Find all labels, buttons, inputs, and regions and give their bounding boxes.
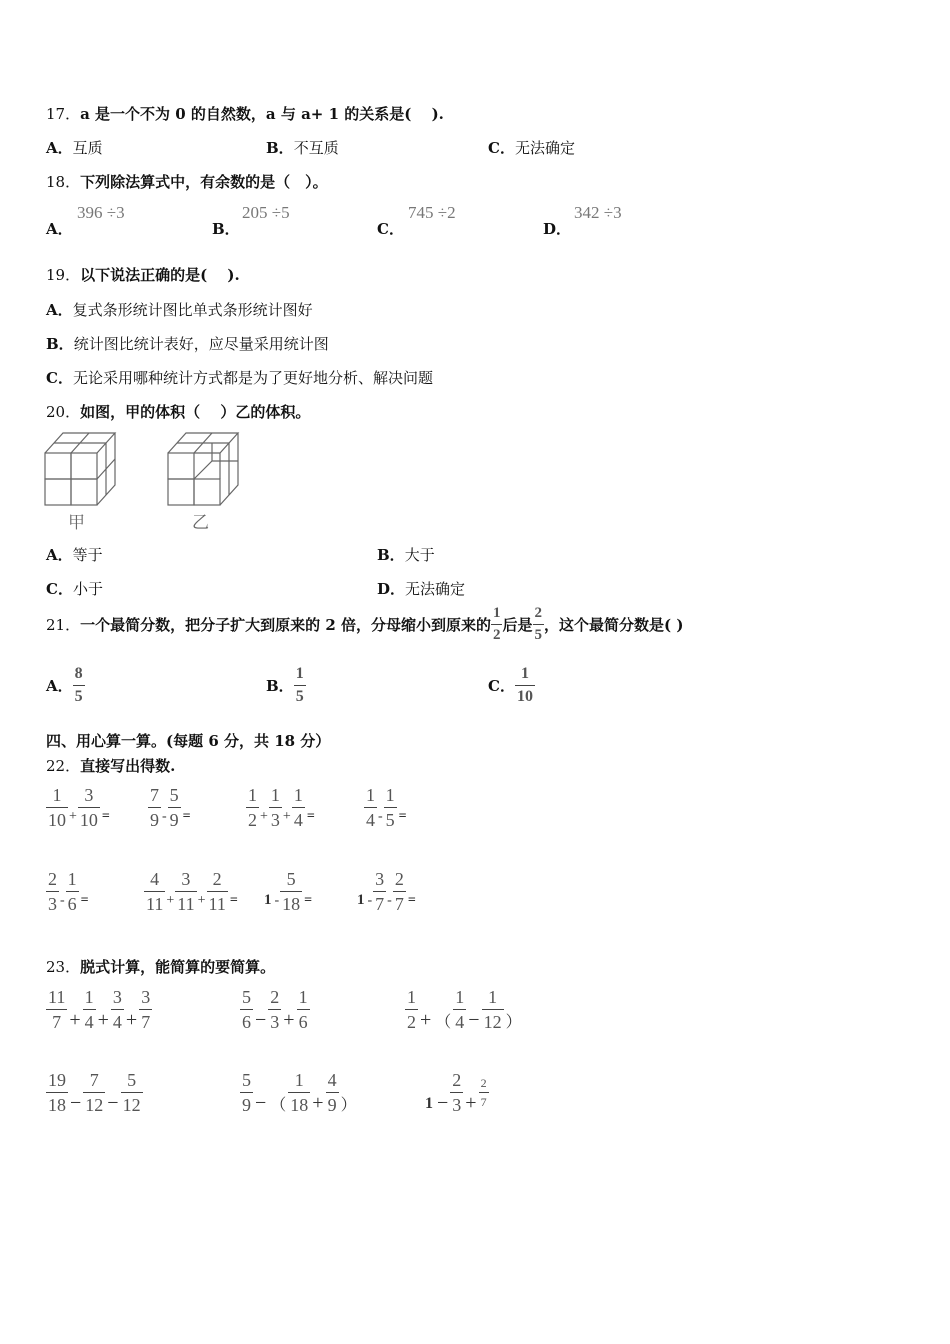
- q20-option-d[interactable]: D．无法确定: [377, 580, 466, 598]
- fraction: [297, 988, 310, 1031]
- fraction: [450, 1071, 463, 1114]
- q21-option-a[interactable]: A． $\frac{8}{5}$: [46, 665, 83, 705]
- parenthesis: ）: [340, 1097, 357, 1114]
- fraction: [288, 1071, 310, 1114]
- fraction: [479, 1077, 489, 1108]
- denominator: 3: [269, 807, 282, 829]
- q22-expr: [246, 786, 315, 829]
- denominator: 18: [280, 891, 302, 913]
- q19-stem: 19．以下说法正确的是( ).: [46, 266, 240, 284]
- fraction: [240, 1071, 253, 1114]
- q18-option-a[interactable]: A．: [46, 220, 73, 238]
- q22-stem: 22．直接写出得数.: [46, 757, 176, 775]
- operator: −: [468, 1009, 480, 1031]
- equals-sign: =: [306, 808, 315, 824]
- q19-option-c[interactable]: C．无论采用哪种统计方式都是为了更好地分析、解决问题: [46, 369, 433, 387]
- denominator: 4: [364, 807, 377, 829]
- q18-option-b[interactable]: B．: [212, 220, 240, 238]
- operator: +: [465, 1092, 477, 1114]
- operator: +: [283, 1009, 295, 1031]
- denominator: 12: [482, 1009, 504, 1031]
- fraction: $\frac{2}{5}$: [534, 605, 542, 643]
- operator: +: [69, 1009, 81, 1031]
- numerator: 19: [48, 1070, 66, 1090]
- fraction: $\frac{1}{5}$: [295, 665, 304, 705]
- fraction: [168, 786, 181, 829]
- integer: 1: [425, 1094, 433, 1112]
- operator: +: [420, 1009, 432, 1031]
- q20-option-b[interactable]: B．大于: [377, 546, 435, 564]
- question-number: 23．: [46, 958, 81, 976]
- label-jia: 甲: [68, 513, 85, 533]
- denominator: 12: [121, 1092, 143, 1114]
- q18-option-d[interactable]: D．: [543, 220, 572, 238]
- denominator: 7: [46, 1009, 67, 1031]
- q23-expr: [46, 1070, 143, 1115]
- numerator: 1: [67, 869, 77, 889]
- q17-option-b[interactable]: B．不互质: [266, 139, 339, 157]
- denominator: 2: [405, 1009, 418, 1031]
- q18-option-c[interactable]: C．: [377, 220, 404, 238]
- parenthesis: ）: [505, 1014, 522, 1031]
- equals-sign: =: [398, 808, 407, 824]
- operator: -: [378, 808, 383, 824]
- numerator: 3: [141, 987, 151, 1007]
- q22-expr: [46, 870, 89, 913]
- fraction: [280, 870, 302, 913]
- numerator: 2: [48, 869, 57, 889]
- denominator: 18: [46, 1092, 68, 1114]
- fraction: [111, 988, 124, 1031]
- fraction: [246, 786, 259, 829]
- fraction: [269, 786, 282, 829]
- numerator: 11: [48, 987, 66, 1007]
- question-number: 22．: [46, 757, 81, 775]
- fraction: [175, 870, 196, 913]
- fraction: [453, 988, 466, 1031]
- fraction: $\frac{8}{5}$: [74, 665, 83, 705]
- numerator: 5: [286, 869, 296, 889]
- operator: +: [282, 808, 291, 824]
- denominator: 4: [292, 807, 305, 829]
- numerator: 3: [112, 987, 122, 1007]
- cube-jia: [45, 433, 115, 505]
- numerator: 1: [366, 785, 375, 805]
- fraction: [364, 786, 377, 829]
- numerator: 1: [455, 987, 465, 1007]
- operator: −: [255, 1009, 267, 1031]
- fraction: [121, 1071, 143, 1114]
- denominator: 9: [168, 807, 181, 829]
- numerator: 1: [385, 785, 395, 805]
- numerator: 2: [452, 1070, 462, 1090]
- q23-expr: [240, 987, 310, 1032]
- numerator: 3: [181, 869, 191, 889]
- numerator: 4: [327, 1070, 337, 1090]
- denominator: 12: [83, 1092, 105, 1114]
- operator: +: [197, 892, 206, 908]
- denominator: 3: [268, 1009, 281, 1031]
- fraction: [268, 988, 281, 1031]
- numerator: 1: [293, 785, 303, 805]
- operator: −: [437, 1092, 449, 1114]
- cube-figure: [40, 428, 260, 533]
- numerator: 5: [169, 785, 179, 805]
- q19-option-b[interactable]: B．统计图比统计表好，应尽量采用统计图: [46, 335, 329, 353]
- fraction: [83, 1071, 105, 1114]
- fraction: [326, 1071, 339, 1114]
- q22-expr: [46, 786, 110, 829]
- equals-sign: =: [229, 892, 238, 908]
- denominator: 6: [297, 1009, 310, 1031]
- label-yi: 乙: [192, 513, 209, 533]
- question-number: 19．: [46, 266, 81, 284]
- numerator: 1: [298, 987, 308, 1007]
- denominator: 9: [148, 807, 161, 829]
- fraction: [83, 988, 96, 1031]
- q22-expr: [357, 870, 416, 913]
- numerator: 3: [84, 785, 94, 805]
- fraction: [66, 870, 79, 913]
- denominator: 7: [479, 1092, 489, 1108]
- q22-expr: [364, 786, 407, 829]
- denominator: 3: [46, 891, 59, 913]
- fraction: [240, 988, 253, 1031]
- operator: -: [162, 808, 167, 824]
- q18-stem: 18．下列除法算式中，有余数的是（ ）。: [46, 173, 328, 191]
- numerator: 2: [270, 987, 280, 1007]
- operator: −: [70, 1092, 82, 1114]
- q21-option-c[interactable]: C． $\frac{1}{10}$: [488, 665, 533, 705]
- equals-sign: =: [304, 892, 313, 908]
- q22-expr: [144, 870, 238, 913]
- q20-stem: 20．如图，甲的体积（ ）乙的体积。: [46, 403, 311, 421]
- q23-expr: [240, 1070, 359, 1115]
- integer: 1: [264, 892, 272, 908]
- numerator: 7: [89, 1070, 99, 1090]
- numerator: 1: [294, 1070, 304, 1090]
- operator: −: [255, 1092, 267, 1114]
- fraction: [292, 786, 305, 829]
- denominator: 7: [393, 891, 406, 913]
- operator: +: [166, 892, 175, 908]
- fraction: [46, 786, 68, 829]
- q22-expr: [264, 870, 312, 913]
- denominator: 6: [240, 1009, 253, 1031]
- question-number: 20．: [46, 403, 81, 421]
- denominator: 5: [384, 807, 397, 829]
- q23-expr: [405, 987, 524, 1032]
- question-number: 21．: [46, 616, 81, 634]
- operator: +: [125, 1009, 138, 1031]
- numerator: 1: [407, 987, 416, 1007]
- numerator: 7: [150, 785, 159, 805]
- parenthesis: （: [435, 1014, 452, 1031]
- denominator: 9: [326, 1092, 339, 1114]
- denominator: 4: [111, 1009, 124, 1031]
- numerator: 1: [488, 987, 498, 1007]
- numerator: 5: [242, 987, 251, 1007]
- equals-sign: =: [101, 808, 110, 824]
- q18-option-c-expr: 745 ÷2: [408, 203, 456, 222]
- numerator: 1: [84, 987, 94, 1007]
- q17-option-a[interactable]: A．互质: [46, 139, 103, 157]
- question-number: 17．: [46, 105, 81, 123]
- denominator: 10: [78, 807, 100, 829]
- operator: -: [274, 892, 280, 908]
- fraction: [148, 786, 161, 829]
- fraction: [405, 988, 418, 1031]
- operator: -: [387, 892, 392, 908]
- numerator: 2: [212, 869, 222, 889]
- integer: 1: [357, 892, 365, 908]
- q19-option-a[interactable]: A．复式条形统计图比单式条形统计图好: [46, 301, 313, 319]
- fraction: [144, 870, 165, 913]
- numerator: 3: [375, 869, 385, 889]
- fraction: [393, 870, 406, 913]
- denominator: 11: [144, 891, 165, 913]
- numerator: 4: [150, 869, 160, 889]
- q23-stem: 23．脱式计算，能简算的要简算。: [46, 958, 276, 976]
- numerator: 2: [394, 869, 404, 889]
- operator: +: [97, 1009, 109, 1031]
- numerator: 5: [127, 1070, 137, 1090]
- numerator: 1: [52, 785, 62, 805]
- fraction: [46, 988, 67, 1031]
- numerator: 2: [480, 1076, 487, 1090]
- denominator: 4: [83, 1009, 96, 1031]
- denominator: 7: [373, 891, 386, 913]
- operator: −: [107, 1092, 119, 1114]
- denominator: 6: [66, 891, 79, 913]
- operator: +: [69, 808, 77, 824]
- parenthesis: （: [270, 1097, 287, 1114]
- fraction: $\frac{1}{2}$: [492, 605, 501, 643]
- q17-option-c[interactable]: C．无法确定: [488, 139, 575, 157]
- denominator: 18: [288, 1092, 310, 1114]
- fraction: [78, 786, 100, 829]
- fraction: [373, 870, 386, 913]
- equals-sign: =: [182, 808, 191, 824]
- cube-yi: [168, 433, 238, 505]
- fraction: [482, 988, 504, 1031]
- denominator: 7: [139, 1009, 152, 1031]
- q18-option-d-expr: 342 ÷3: [574, 203, 622, 222]
- fraction: [384, 786, 397, 829]
- q21-option-b[interactable]: B． $\frac{1}{5}$: [266, 665, 304, 705]
- denominator: 2: [246, 807, 259, 829]
- q18-option-b-expr: 205 ÷5: [242, 203, 290, 222]
- denominator: 11: [175, 891, 196, 913]
- denominator: 3: [450, 1092, 463, 1114]
- q17-stem: 17．a 是一个不为 0 的自然数，a 与 a+ 1 的关系是( ).: [46, 105, 444, 123]
- denominator: 10: [46, 807, 68, 829]
- operator: -: [60, 892, 65, 908]
- numerator: 1: [270, 785, 280, 805]
- numerator: 1: [248, 785, 257, 805]
- operator: +: [312, 1092, 324, 1114]
- q22-expr: [148, 786, 191, 829]
- q23-expr: [425, 1070, 489, 1115]
- equals-sign: =: [407, 892, 416, 908]
- denominator: 9: [240, 1092, 253, 1114]
- q21-stem: 21．一个最简分数，把分子扩大到原来的 2 倍，分母缩小到原来的 $\frac{1}{2}$ 后是 $\frac{2}{5}$ ，这个最简分数是( ): [46, 605, 684, 643]
- fraction: [46, 1071, 68, 1114]
- q20-option-c[interactable]: C．小于: [46, 580, 103, 598]
- q18-option-a-expr: 396 ÷3: [77, 203, 125, 222]
- denominator: 4: [453, 1009, 466, 1031]
- numerator: 5: [242, 1070, 251, 1090]
- operator: -: [367, 892, 373, 908]
- q23-expr: [46, 987, 152, 1032]
- fraction: [139, 988, 152, 1031]
- operator: +: [260, 808, 268, 824]
- equals-sign: =: [80, 892, 89, 908]
- section-4-title: 四、用心算一算。(每题 6 分，共 18 分）: [46, 732, 331, 750]
- fraction: [207, 870, 228, 913]
- denominator: 11: [207, 891, 228, 913]
- q20-option-a[interactable]: A．等于: [46, 546, 103, 564]
- question-number: 18．: [46, 173, 81, 191]
- fraction: $\frac{1}{10}$: [516, 665, 533, 705]
- fraction: [46, 870, 59, 913]
